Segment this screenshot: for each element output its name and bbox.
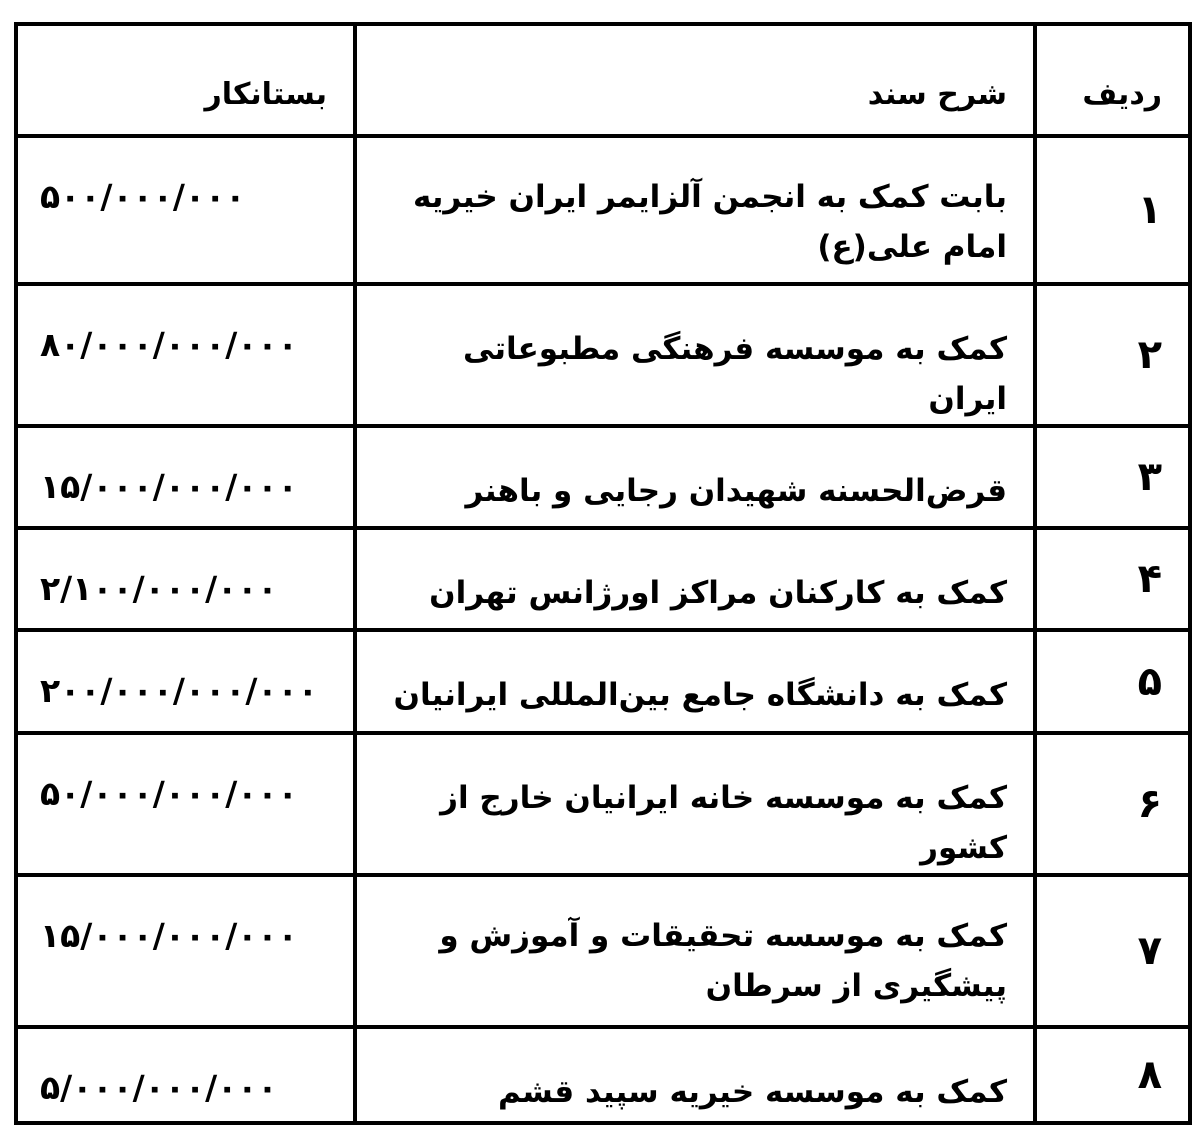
table-row: [16, 630, 1190, 733]
row-number: ۳: [1035, 426, 1190, 528]
row-number: ۵: [1035, 630, 1190, 733]
row-amount: ۵۰۰/۰۰۰/۰۰۰: [16, 136, 355, 284]
row-description: بابت کمک به انجمن آلزایمر ایران خیریه امام علی(ع): [355, 136, 1035, 284]
row-description: کمک به موسسه تحقیقات و آموزش و پیشگیری از سرطان: [355, 875, 1035, 1027]
row-description: کمک به موسسه فرهنگی مطبوعاتی ایران: [355, 284, 1035, 426]
table-row: [16, 528, 1190, 630]
table-header: [16, 24, 1190, 136]
row-amount: ۸۰/۰۰۰/۰۰۰/۰۰۰: [16, 284, 355, 426]
row-number: ۷: [1035, 875, 1190, 1027]
table-body: [16, 136, 1190, 1123]
table-row: [16, 284, 1190, 426]
table-row: [16, 733, 1190, 875]
header-row-number: ردیف: [1035, 24, 1190, 136]
row-number: ۶: [1035, 733, 1190, 875]
header-creditor: بستانکار: [16, 24, 355, 136]
table-row: [16, 875, 1190, 1027]
header-description: شرح سند: [355, 24, 1035, 136]
header-row: [16, 24, 1190, 136]
row-amount: ۵/۰۰۰/۰۰۰/۰۰۰: [16, 1027, 355, 1123]
row-number: ۱: [1035, 136, 1190, 284]
ledger-table: [14, 22, 1192, 1125]
row-amount: ۵۰/۰۰۰/۰۰۰/۰۰۰: [16, 733, 355, 875]
row-amount: ۲/۱۰۰/۰۰۰/۰۰۰: [16, 528, 355, 630]
row-number: ۲: [1035, 284, 1190, 426]
row-description: کمک به کارکنان مراکز اورژانس تهران: [355, 528, 1035, 630]
table-row: [16, 1027, 1190, 1123]
row-number: ۸: [1035, 1027, 1190, 1123]
row-amount: ۲۰۰/۰۰۰/۰۰۰/۰۰۰: [16, 630, 355, 733]
row-description: کمک به دانشگاه جامع بین‌المللی ایرانیان: [355, 630, 1035, 733]
table-row: [16, 136, 1190, 284]
row-description: کمک به موسسه خیریه سپید قشم: [355, 1027, 1035, 1123]
row-amount: ۱۵/۰۰۰/۰۰۰/۰۰۰: [16, 875, 355, 1027]
table-row: [16, 426, 1190, 528]
row-description: قرض‌الحسنه شهیدان رجایی و باهنر: [355, 426, 1035, 528]
row-amount: ۱۵/۰۰۰/۰۰۰/۰۰۰: [16, 426, 355, 528]
row-description: کمک به موسسه خانه ایرانیان خارج از کشور: [355, 733, 1035, 875]
row-number: ۴: [1035, 528, 1190, 630]
